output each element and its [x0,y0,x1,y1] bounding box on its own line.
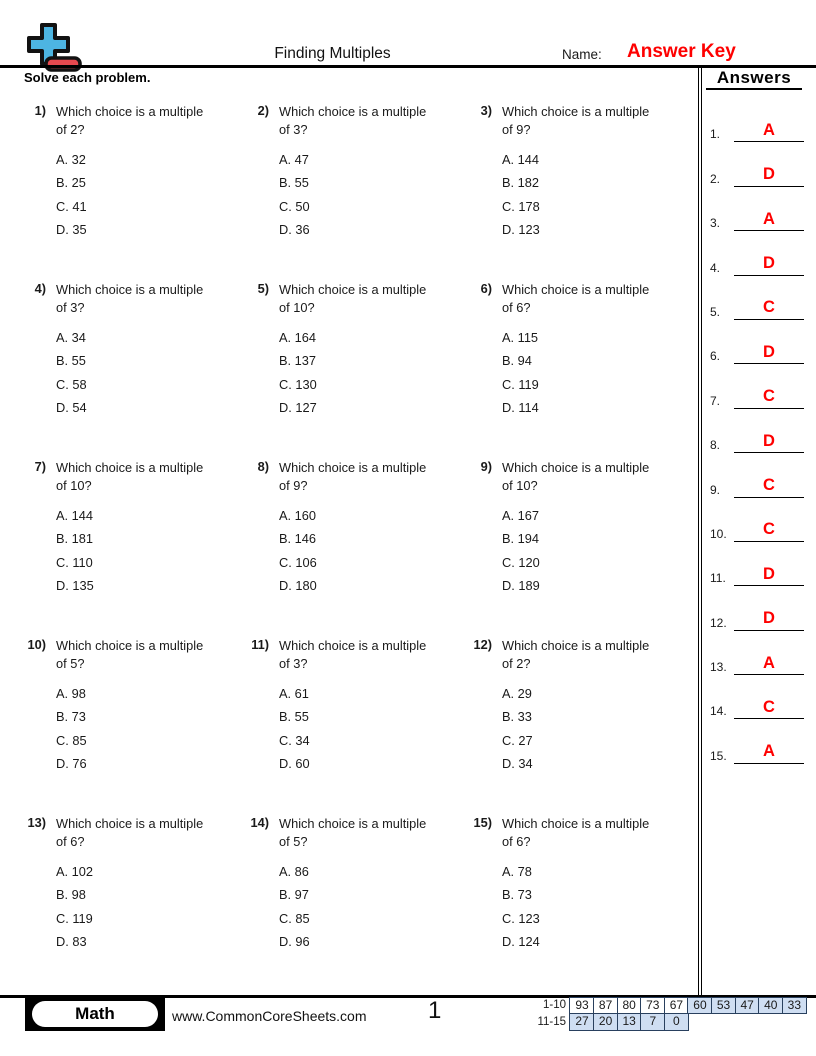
answer-number: 8. [710,438,721,453]
answer-item-2 [703,142,814,186]
choice-a: A. 164 [279,330,316,346]
problem-number: 8) [257,459,269,474]
choices [279,682,460,775]
choice-b: B. 182 [502,175,539,191]
question-text: Which choice is a multiple [56,282,204,297]
choice-d: D. 123 [502,222,540,238]
choices [279,148,460,241]
question-text: Which choice is a multiple [502,816,650,831]
answer-blank [734,433,804,454]
choice-c: C. 123 [502,910,540,926]
answer-letter: A [763,742,775,761]
answer-blank [734,655,804,676]
question-text: Which choice is a multiple [56,104,204,119]
question-of: of 6? [502,833,531,849]
choice-b: B. 55 [279,709,309,725]
question-text: Which choice is a multiple [56,816,204,831]
score-cell: 13 [617,1013,642,1031]
answer-blank [734,344,804,365]
answer-item-13 [703,631,814,675]
choice-d: D. 60 [279,756,310,772]
choice-d: D. 180 [279,578,317,594]
choice-d: D. 34 [502,756,533,772]
answer-letter: D [763,609,775,628]
answer-blank [734,122,804,143]
choice-b: B. 146 [279,531,316,547]
answer-number: 5. [710,304,721,319]
choice-a: A. 78 [502,864,532,880]
answer-letter: D [763,165,775,184]
choice-b: B. 194 [502,531,539,547]
question-text: Which choice is a multiple [502,282,650,297]
choice-c: C. 58 [56,376,87,392]
choice-d: D. 135 [56,578,94,594]
question-of: of 6? [502,299,531,315]
answer-item-10 [703,498,814,542]
answer-number: 3. [710,216,721,231]
score-cell: 80 [617,997,642,1015]
question-of: of 9? [279,477,308,493]
problem-6 [460,274,683,452]
score-cell: 0 [664,1013,689,1031]
question-text: Which choice is a multiple [56,460,204,475]
problem-2 [237,96,460,274]
answer-item-11 [703,542,814,586]
question-of: of 5? [56,655,85,671]
choice-c: C. 50 [279,198,310,214]
choice-a: A. 61 [279,686,309,702]
question-text: Which choice is a multiple [56,638,204,653]
problem-number: 6) [480,281,492,296]
question-of: of 10? [279,299,315,315]
problem-number: 10) [27,637,46,652]
answer-number: 12. [710,615,727,630]
question-of: of 10? [502,477,538,493]
answer-item-3 [703,187,814,231]
question-text: Which choice is a multiple [279,104,427,119]
answer-item-6 [703,320,814,364]
answer-blank [734,255,804,276]
problem-number: 9) [480,459,492,474]
problem-10 [14,630,237,808]
choice-d: D. 54 [56,400,87,416]
score-cell: 60 [687,997,712,1015]
choice-d: D. 36 [279,222,310,238]
score-cell: 33 [782,997,807,1015]
choice-c: C. 178 [502,198,540,214]
answer-letter: D [763,564,775,583]
choices [502,326,683,419]
answer-letter: A [763,653,775,672]
choice-b: B. 181 [56,531,93,547]
question-of: of 5? [279,833,308,849]
answers-list [703,98,814,764]
choice-c: C. 85 [279,910,310,926]
answer-blank [734,743,804,764]
choices [502,504,683,597]
answer-number: 6. [710,349,721,364]
score-cell: 27 [569,1013,594,1031]
page-number: 1 [428,997,442,1024]
problem-12 [460,630,683,808]
problem-1 [14,96,237,274]
score-row-11-15 [518,1013,807,1032]
choice-d: D. 124 [502,934,540,950]
choice-c: C. 119 [56,910,93,926]
question-text: Which choice is a multiple [502,460,650,475]
choice-c: C. 130 [279,376,317,392]
instruction-text: Solve each problem. [24,70,151,85]
choices [502,148,683,241]
problem-15 [460,808,683,986]
question-of: of 2? [56,121,85,137]
answer-letter: D [763,254,775,273]
answer-number: 1. [710,127,721,142]
choice-d: D. 127 [279,400,317,416]
choice-a: A. 32 [56,152,86,168]
choice-c: C. 120 [502,554,540,570]
question-of: of 3? [279,121,308,137]
choice-c: C. 27 [502,732,533,748]
answer-number: 7. [710,393,721,408]
choices [56,148,237,241]
answer-letter: C [763,298,775,317]
choices [502,860,683,953]
problem-4 [14,274,237,452]
question-of: of 9? [502,121,531,137]
choice-d: D. 83 [56,934,87,950]
choice-b: B. 55 [56,353,86,369]
question-text: Which choice is a multiple [502,638,650,653]
score-cell: 93 [569,997,594,1015]
answer-item-12 [703,586,814,630]
score-cell: 73 [640,997,665,1015]
problem-number: 1) [34,103,46,118]
choice-b: B. 97 [279,887,309,903]
problem-14 [237,808,460,986]
answers-panel-divider [698,67,702,996]
answer-letter: D [763,342,775,361]
choice-c: C. 106 [279,554,317,570]
choice-a: A. 47 [279,152,309,168]
choice-b: B. 137 [279,353,316,369]
score-cell: 40 [758,997,783,1015]
name-label: Name: [562,47,602,62]
choices [279,860,460,953]
score-row-1-10 [518,996,807,1015]
website-url: www.CommonCoreSheets.com [172,1008,367,1024]
answer-number: 14. [710,704,727,719]
choice-b: B. 98 [56,887,86,903]
answer-letter: C [763,520,775,539]
question-text: Which choice is a multiple [502,104,650,119]
answer-number: 13. [710,660,727,675]
answer-blank [734,211,804,232]
choices [56,504,237,597]
answers-panel-title: Answers [706,68,802,90]
choice-c: C. 119 [502,376,539,392]
answer-item-5 [703,276,814,320]
problem-5 [237,274,460,452]
score-row-label: 1-10 [542,999,566,1012]
header-divider [0,65,816,68]
score-cell: 87 [593,997,618,1015]
answer-blank [734,610,804,631]
name-value-answer-key: Answer Key [627,41,736,62]
problems-grid [14,96,683,986]
choice-a: A. 98 [56,686,86,702]
answer-letter: D [763,431,775,450]
problem-8 [237,452,460,630]
choice-a: A. 29 [502,686,532,702]
answer-item-1 [703,98,814,142]
problem-number: 3) [480,103,492,118]
answer-blank [734,477,804,498]
problem-number: 4) [34,281,46,296]
question-of: of 3? [279,655,308,671]
problem-number: 14) [250,815,269,830]
problem-13 [14,808,237,986]
score-row-label: 11-15 [537,1016,566,1029]
problem-9 [460,452,683,630]
answer-letter: C [763,476,775,495]
answer-item-8 [703,409,814,453]
score-cell: 53 [711,997,736,1015]
question-of: of 10? [56,477,92,493]
choice-a: A. 144 [56,508,93,524]
answer-blank [734,166,804,187]
choices [502,682,683,775]
choice-b: B. 73 [56,709,86,725]
choice-b: B. 94 [502,353,532,369]
choice-c: C. 34 [279,732,310,748]
problem-11 [237,630,460,808]
page-title: Finding Multiples [274,45,391,62]
answer-item-4 [703,231,814,275]
choice-a: A. 160 [279,508,316,524]
question-of: of 2? [502,655,531,671]
choices [56,860,237,953]
choice-a: A. 144 [502,152,539,168]
answer-item-14 [703,675,814,719]
question-of: of 6? [56,833,85,849]
problem-number: 13) [27,815,46,830]
answer-blank [734,566,804,587]
choices [279,504,460,597]
choice-a: A. 86 [279,864,309,880]
problem-3 [460,96,683,274]
answer-letter: C [763,697,775,716]
score-cell: 7 [640,1013,665,1031]
question-text: Which choice is a multiple [279,638,427,653]
question-text: Which choice is a multiple [279,816,427,831]
choice-d: D. 76 [56,756,87,772]
answer-item-9 [703,453,814,497]
subject-badge [25,997,165,1031]
answer-number: 4. [710,260,721,275]
answer-blank [734,699,804,720]
choice-c: C. 41 [56,198,87,214]
answer-letter: A [763,209,775,228]
answer-item-15 [703,719,814,763]
answer-blank [734,299,804,320]
problem-number: 2) [257,103,269,118]
choice-c: C. 85 [56,732,87,748]
answer-number: 11. [710,571,726,586]
choice-d: D. 114 [502,400,539,416]
answer-blank [734,521,804,542]
answer-number: 10. [710,526,727,541]
problem-number: 7) [34,459,46,474]
problem-7 [14,452,237,630]
choices [56,682,237,775]
answer-item-7 [703,364,814,408]
choice-b: B. 73 [502,887,532,903]
choice-a: A. 167 [502,508,539,524]
choice-d: D. 35 [56,222,87,238]
choices [56,326,237,419]
problem-number: 15) [473,815,492,830]
problem-number: 5) [257,281,269,296]
problem-number: 11) [251,637,269,652]
answer-letter: C [763,387,775,406]
choice-b: B. 25 [56,175,86,191]
answer-number: 15. [710,748,727,763]
question-text: Which choice is a multiple [279,460,427,475]
score-cell: 20 [593,1013,618,1031]
score-cell: 67 [664,997,689,1015]
choice-d: D. 189 [502,578,540,594]
choices [279,326,460,419]
question-text: Which choice is a multiple [279,282,427,297]
choice-c: C. 110 [56,554,93,570]
answer-blank [734,388,804,409]
subject-label: Math [32,1001,158,1027]
choice-a: A. 115 [502,330,539,346]
problem-number: 12) [473,637,492,652]
choice-b: B. 33 [502,709,532,725]
score-cell: 47 [735,997,760,1015]
answer-number: 2. [710,171,721,186]
answer-number: 9. [710,482,721,497]
score-table [518,996,807,1031]
question-of: of 3? [56,299,85,315]
choice-a: A. 102 [56,864,93,880]
choice-d: D. 96 [279,934,310,950]
choice-b: B. 55 [279,175,309,191]
answer-letter: A [763,120,775,139]
choice-a: A. 34 [56,330,86,346]
